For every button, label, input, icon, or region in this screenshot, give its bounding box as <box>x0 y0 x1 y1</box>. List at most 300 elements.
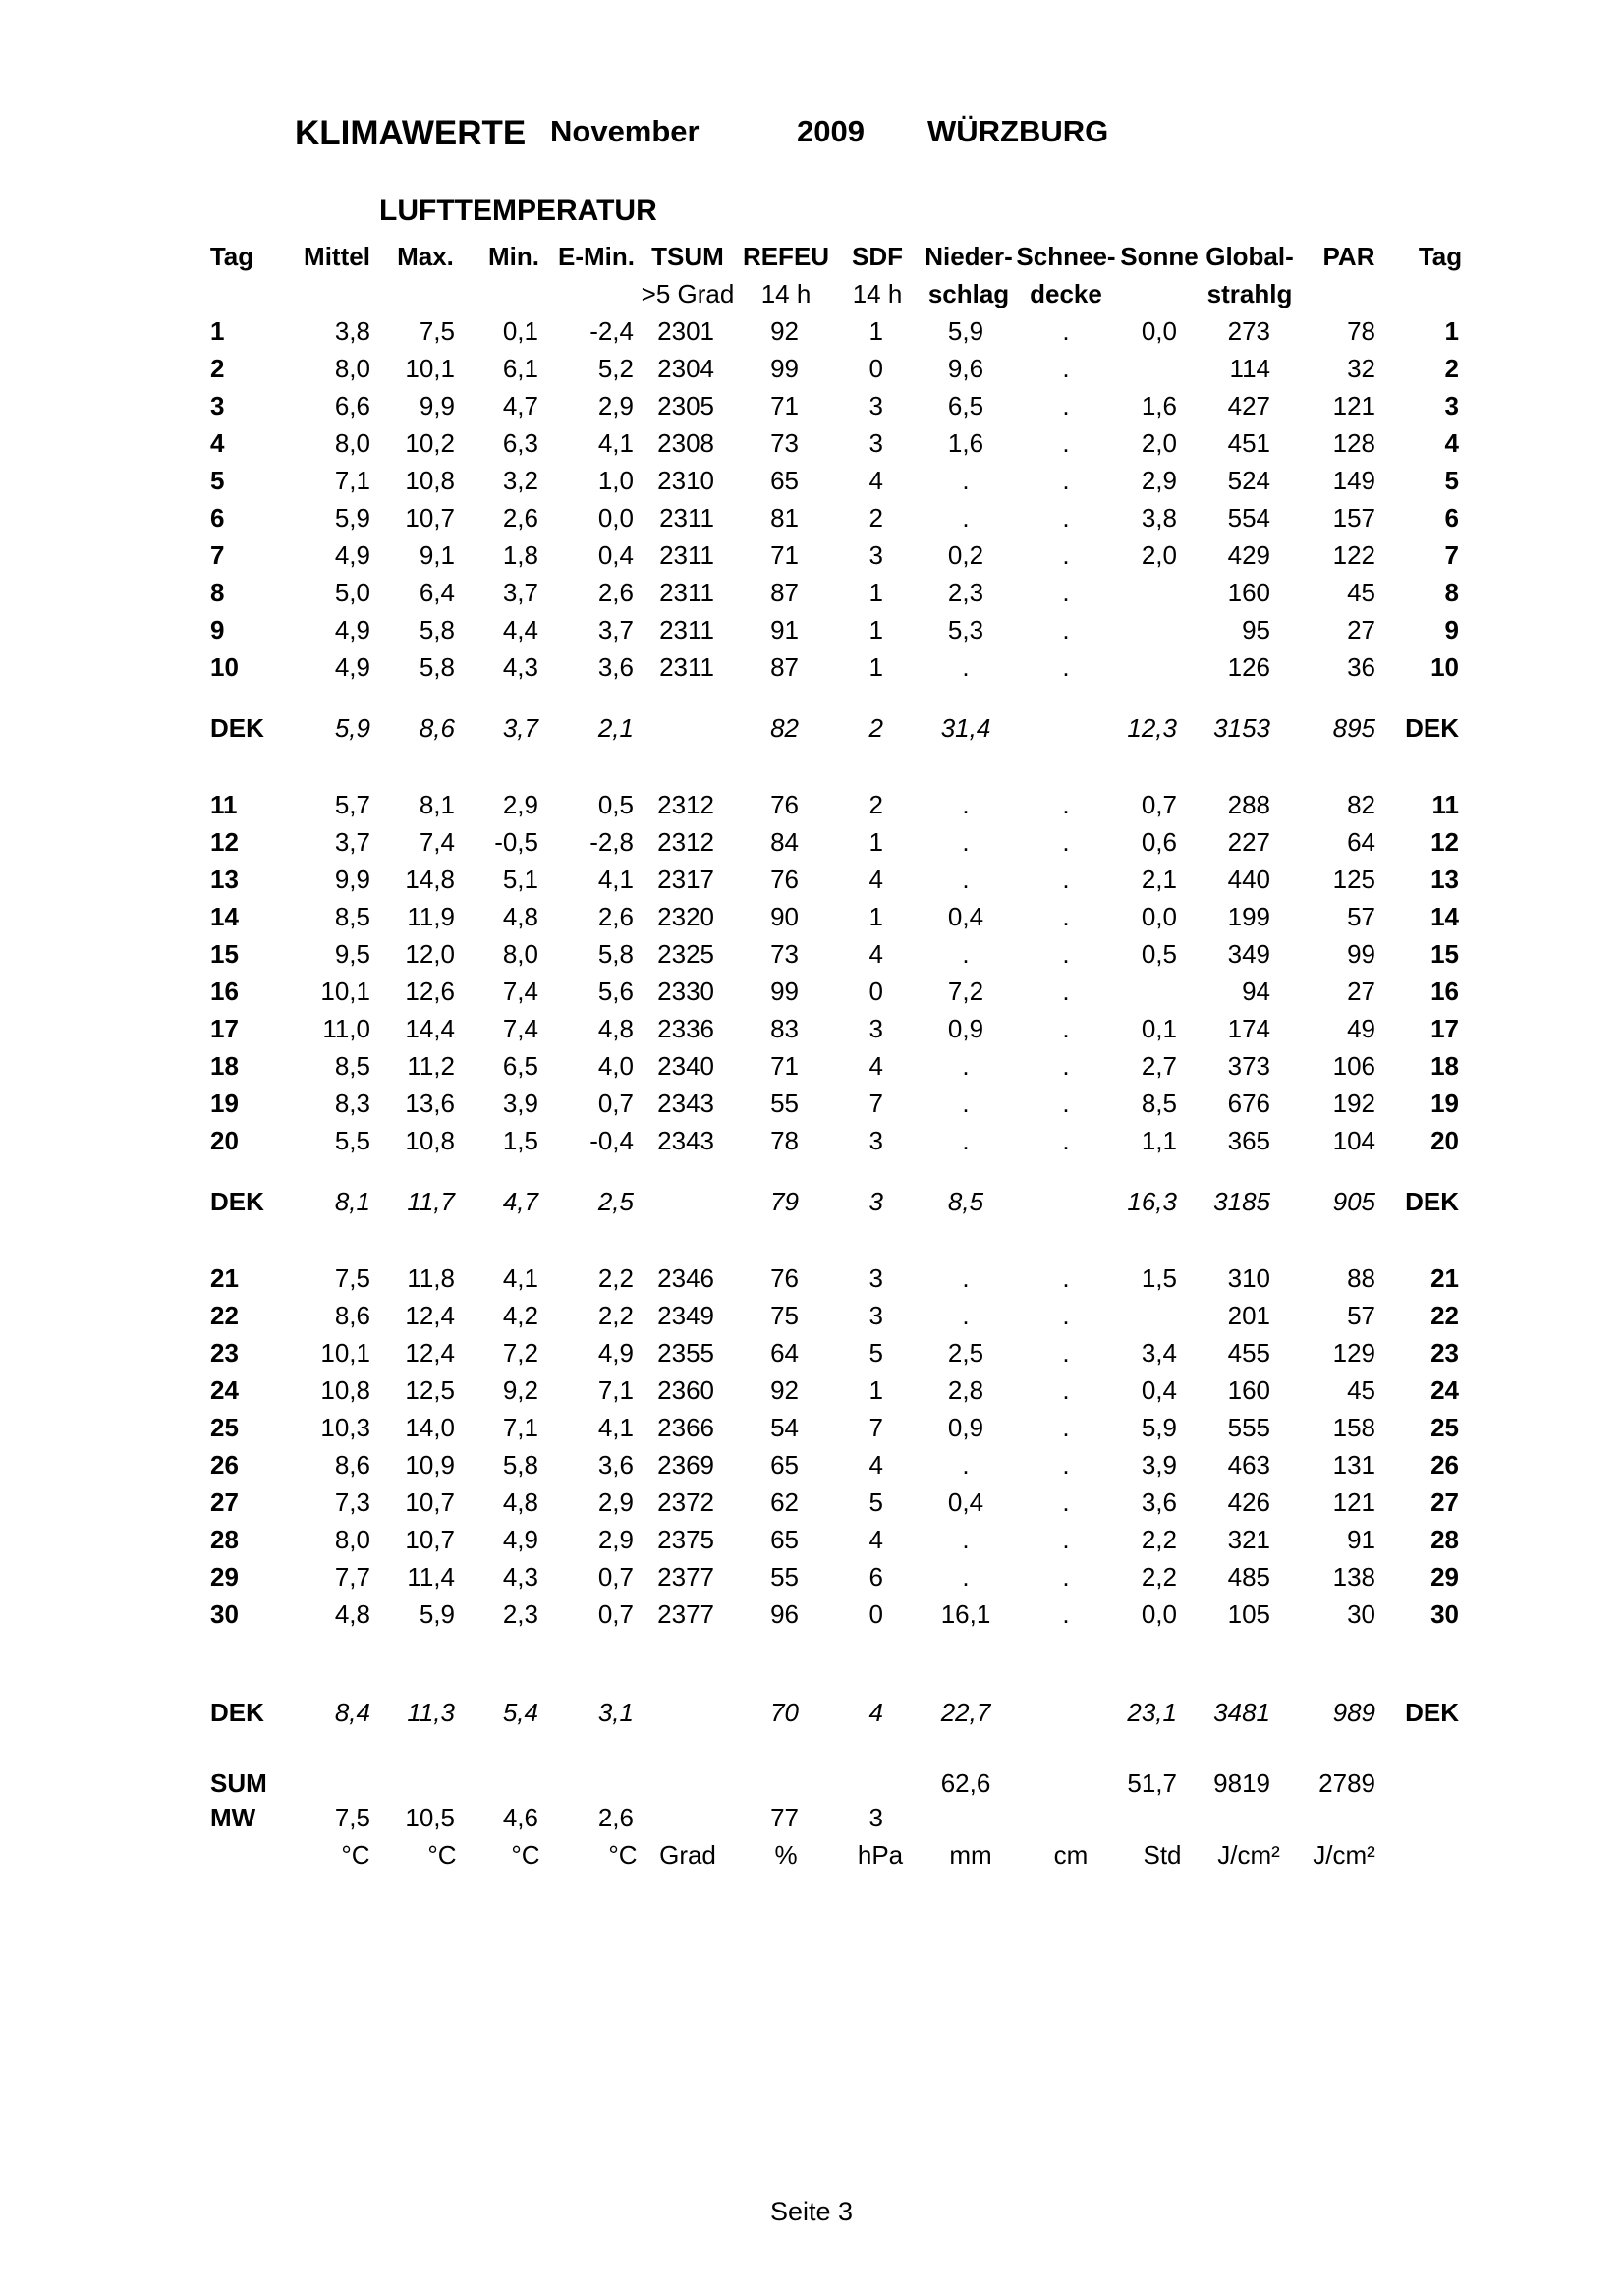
cell-mittel: 3,8 <box>334 316 370 346</box>
cell-tag-right: 25 <box>1430 1413 1459 1442</box>
cell-min: 4,9 <box>502 1525 538 1554</box>
cell-refeu: 78 <box>770 1126 799 1155</box>
cell-sonne: 2,7 <box>1141 1051 1177 1081</box>
cell-max: 11,2 <box>407 1051 455 1081</box>
table-row <box>0 354 1624 383</box>
cell-sonne: 3,6 <box>1141 1487 1177 1517</box>
column-header-row <box>0 242 1624 271</box>
cell-min: 3,2 <box>502 466 538 495</box>
table-row <box>0 578 1624 607</box>
cell-tag: 15 <box>210 939 239 969</box>
cell-refeu: 96 <box>770 1599 799 1629</box>
cell-sdf: 4 <box>868 1450 883 1480</box>
column-subheader-niederschlag: schlag <box>927 279 1010 308</box>
column-header-schneedecke: Schnee- <box>1016 242 1116 271</box>
mean-cell-tag: MW <box>210 1803 256 1832</box>
cell-sdf: 4 <box>868 466 883 495</box>
cell-sonne: 5,9 <box>1141 1413 1177 1442</box>
cell-tsum: 2308 <box>657 428 714 458</box>
cell-niederschlag: 1,6 <box>947 428 984 458</box>
cell-sdf: 1 <box>868 652 883 682</box>
cell-max: 5,8 <box>419 652 455 682</box>
cell-min: 8,0 <box>502 939 538 969</box>
cell-sonne: 0,1 <box>1141 1014 1177 1043</box>
cell-par: 138 <box>1332 1562 1375 1592</box>
cell-mittel: 8,0 <box>334 428 370 458</box>
cell-tag-right: 5 <box>1444 466 1459 495</box>
cell-sdf: 1 <box>868 902 883 931</box>
cell-sonne: 3,8 <box>1141 503 1177 532</box>
cell-niederschlag: 2,5 <box>947 1338 984 1368</box>
cell-min: 2,9 <box>502 790 538 819</box>
cell-niederschlag: 7,2 <box>947 977 984 1006</box>
title-month: November <box>550 114 700 148</box>
cell-par: 45 <box>1347 578 1375 607</box>
cell-niederschlag: 2,8 <box>947 1375 984 1405</box>
cell-niederschlag: 0,4 <box>947 1487 984 1517</box>
cell-par: 104 <box>1332 1126 1375 1155</box>
column-header-par: PAR <box>1322 242 1375 271</box>
cell-niederschlag: . <box>962 1301 970 1330</box>
cell-tag: 24 <box>210 1375 239 1405</box>
cell-tsum: 2311 <box>659 503 714 532</box>
cell-emin: -2,8 <box>589 827 634 857</box>
decade-cell-tag-right: DEK <box>1405 1187 1459 1216</box>
cell-globalstrahlung: 485 <box>1227 1562 1270 1592</box>
table-row <box>0 503 1624 532</box>
cell-min: 2,3 <box>502 1599 538 1629</box>
cell-tsum: 2377 <box>657 1599 714 1629</box>
cell-emin: 0,7 <box>597 1599 634 1629</box>
cell-par: 91 <box>1347 1525 1375 1554</box>
cell-sdf: 0 <box>868 354 883 383</box>
cell-tsum: 2343 <box>657 1126 714 1155</box>
cell-par: 27 <box>1347 615 1375 644</box>
cell-tsum: 2360 <box>657 1375 714 1405</box>
column-header-niederschlag: Nieder- <box>924 242 1013 271</box>
cell-globalstrahlung: 105 <box>1227 1599 1270 1629</box>
cell-min: 1,8 <box>502 540 538 570</box>
cell-sonne: 3,4 <box>1141 1338 1177 1368</box>
cell-emin: 5,6 <box>597 977 634 1006</box>
cell-schneedecke: . <box>1062 902 1070 931</box>
cell-globalstrahlung: 451 <box>1227 428 1270 458</box>
cell-min: 7,4 <box>502 977 538 1006</box>
cell-niederschlag: 0,4 <box>947 902 984 931</box>
cell-schneedecke: . <box>1062 503 1070 532</box>
column-header-row-2 <box>0 279 1624 308</box>
cell-par: 121 <box>1332 1487 1375 1517</box>
table-row <box>0 1263 1624 1293</box>
cell-par: 131 <box>1332 1450 1375 1480</box>
cell-sonne: 0,0 <box>1141 1599 1177 1629</box>
cell-globalstrahlung: 160 <box>1227 578 1270 607</box>
cell-sdf: 6 <box>868 1562 883 1592</box>
cell-tag: 12 <box>210 827 239 857</box>
decade-cell-tag: DEK <box>210 1698 264 1727</box>
cell-max: 12,5 <box>405 1375 455 1405</box>
cell-sdf: 3 <box>868 1126 883 1155</box>
cell-sonne: 8,5 <box>1141 1089 1177 1118</box>
cell-par: 82 <box>1347 790 1375 819</box>
sum-cell-tag: SUM <box>210 1768 267 1798</box>
cell-tsum: 2346 <box>657 1263 714 1293</box>
cell-tag-right: 2 <box>1444 354 1459 383</box>
cell-schneedecke: . <box>1062 1263 1070 1293</box>
cell-tsum: 2366 <box>657 1413 714 1442</box>
cell-globalstrahlung: 288 <box>1227 790 1270 819</box>
cell-max: 10,7 <box>405 1487 455 1517</box>
cell-sdf: 1 <box>868 615 883 644</box>
cell-sdf: 1 <box>868 827 883 857</box>
cell-niederschlag: 16,1 <box>940 1599 991 1629</box>
cell-sdf: 4 <box>868 865 883 894</box>
cell-min: 4,1 <box>502 1263 538 1293</box>
cell-globalstrahlung: 455 <box>1227 1338 1270 1368</box>
sum-cell-niederschlag: 62,6 <box>940 1768 991 1798</box>
mean-cell-max: 10,5 <box>405 1803 455 1832</box>
decade-cell-niederschlag: 8,5 <box>947 1187 984 1216</box>
cell-tag: 17 <box>210 1014 239 1043</box>
decade-cell-tag-right: DEK <box>1405 1698 1459 1727</box>
cell-sdf: 3 <box>868 1263 883 1293</box>
cell-niederschlag: 6,5 <box>947 391 984 420</box>
column-header-sdf: SDF <box>852 242 903 271</box>
cell-tag: 5 <box>210 466 225 495</box>
cell-min: 4,3 <box>502 1562 538 1592</box>
cell-niederschlag: 5,3 <box>947 615 984 644</box>
cell-tag-right: 20 <box>1430 1126 1459 1155</box>
cell-sonne: 3,9 <box>1141 1450 1177 1480</box>
cell-tag: 4 <box>210 428 225 458</box>
cell-max: 11,4 <box>407 1562 455 1592</box>
cell-mittel: 8,5 <box>334 1051 370 1081</box>
cell-mittel: 8,6 <box>334 1450 370 1480</box>
cell-niederschlag: 5,9 <box>947 316 984 346</box>
unit-globalstrahlung: J/cm² <box>1217 1840 1280 1870</box>
cell-refeu: 76 <box>770 1263 799 1293</box>
cell-min: 4,2 <box>502 1301 538 1330</box>
unit-refeu: % <box>774 1840 798 1870</box>
cell-schneedecke: . <box>1062 391 1070 420</box>
cell-sonne: 2,2 <box>1141 1525 1177 1554</box>
cell-emin: 2,9 <box>597 1525 634 1554</box>
cell-max: 12,0 <box>405 939 455 969</box>
cell-tag: 19 <box>210 1089 239 1118</box>
cell-tag: 23 <box>210 1338 239 1368</box>
cell-schneedecke: . <box>1062 1126 1070 1155</box>
cell-tag: 20 <box>210 1126 239 1155</box>
cell-tag-right: 10 <box>1430 652 1459 682</box>
decade-cell-par: 905 <box>1332 1187 1375 1216</box>
cell-globalstrahlung: 321 <box>1227 1525 1270 1554</box>
cell-globalstrahlung: 463 <box>1227 1450 1270 1480</box>
cell-globalstrahlung: 365 <box>1227 1126 1270 1155</box>
cell-schneedecke: . <box>1062 790 1070 819</box>
cell-niederschlag: . <box>962 939 970 969</box>
cell-tag: 25 <box>210 1413 239 1442</box>
cell-sdf: 5 <box>868 1338 883 1368</box>
cell-par: 125 <box>1332 865 1375 894</box>
cell-tag-right: 7 <box>1444 540 1459 570</box>
cell-globalstrahlung: 310 <box>1227 1263 1270 1293</box>
cell-tag: 18 <box>210 1051 239 1081</box>
cell-schneedecke: . <box>1062 1375 1070 1405</box>
cell-sonne: 1,1 <box>1141 1126 1177 1155</box>
cell-sdf: 2 <box>868 503 883 532</box>
cell-min: 9,2 <box>502 1375 538 1405</box>
cell-refeu: 99 <box>770 354 799 383</box>
cell-refeu: 81 <box>770 503 799 532</box>
mean-cell-min: 4,6 <box>502 1803 538 1832</box>
cell-tag: 8 <box>210 578 225 607</box>
unit-emin: °C <box>608 1840 638 1870</box>
cell-par: 64 <box>1347 827 1375 857</box>
cell-par: 49 <box>1347 1014 1375 1043</box>
decade-cell-tag: DEK <box>210 1187 264 1216</box>
table-row <box>0 827 1624 857</box>
decade-cell-max: 11,7 <box>407 1187 455 1216</box>
cell-sdf: 7 <box>868 1413 883 1442</box>
cell-max: 5,9 <box>419 1599 455 1629</box>
cell-emin: 1,0 <box>597 466 634 495</box>
cell-refeu: 76 <box>770 790 799 819</box>
cell-tsum: 2375 <box>657 1525 714 1554</box>
cell-tag-right: 1 <box>1444 316 1459 346</box>
page-number: Seite 3 <box>769 2197 854 2226</box>
cell-emin: -2,4 <box>589 316 634 346</box>
cell-schneedecke: . <box>1062 354 1070 383</box>
decade-cell-refeu: 82 <box>770 713 799 743</box>
mean-cell-mittel: 7,5 <box>334 1803 370 1832</box>
cell-sdf: 7 <box>868 1089 883 1118</box>
table-row <box>0 1599 1624 1629</box>
column-header-tag-right: Tag <box>1418 242 1463 271</box>
cell-tsum: 2369 <box>657 1450 714 1480</box>
table-row <box>0 1338 1624 1368</box>
sum-cell-par: 2789 <box>1318 1768 1375 1798</box>
cell-tag-right: 9 <box>1444 615 1459 644</box>
cell-refeu: 54 <box>770 1413 799 1442</box>
cell-schneedecke: . <box>1062 652 1070 682</box>
cell-tag: 1 <box>210 316 225 346</box>
cell-niederschlag: . <box>962 865 970 894</box>
cell-emin: 2,9 <box>597 391 634 420</box>
column-header-sonne: Sonne <box>1120 242 1199 271</box>
cell-min: -0,5 <box>494 827 538 857</box>
cell-max: 10,1 <box>405 354 455 383</box>
decade-cell-emin: 2,5 <box>597 1187 634 1216</box>
cell-tag: 27 <box>210 1487 239 1517</box>
cell-mittel: 4,9 <box>334 540 370 570</box>
cell-sonne: 1,5 <box>1141 1263 1177 1293</box>
cell-emin: 3,6 <box>597 1450 634 1480</box>
cell-refeu: 99 <box>770 977 799 1006</box>
cell-refeu: 71 <box>770 391 799 420</box>
cell-niederschlag: 0,9 <box>947 1014 984 1043</box>
cell-sonne: 0,5 <box>1141 939 1177 969</box>
cell-refeu: 87 <box>770 578 799 607</box>
cell-tsum: 2311 <box>659 652 714 682</box>
cell-niederschlag: 0,9 <box>947 1413 984 1442</box>
cell-par: 122 <box>1332 540 1375 570</box>
decade-cell-emin: 2,1 <box>597 713 634 743</box>
cell-tsum: 2312 <box>657 827 714 857</box>
cell-refeu: 73 <box>770 428 799 458</box>
cell-mittel: 4,9 <box>334 615 370 644</box>
decade-cell-min: 3,7 <box>502 713 538 743</box>
cell-sonne: 1,6 <box>1141 391 1177 420</box>
unit-sonne: Std <box>1143 1840 1182 1870</box>
title-label: KLIMAWERTE <box>295 114 527 152</box>
cell-tag-right: 21 <box>1430 1263 1459 1293</box>
cell-min: 3,7 <box>502 578 538 607</box>
cell-sonne: 2,0 <box>1141 540 1177 570</box>
cell-tag: 7 <box>210 540 225 570</box>
cell-sdf: 3 <box>868 391 883 420</box>
cell-schneedecke: . <box>1062 540 1070 570</box>
cell-max: 12,4 <box>405 1338 455 1368</box>
cell-mittel: 11,0 <box>322 1014 370 1043</box>
cell-emin: 0,4 <box>597 540 634 570</box>
cell-mittel: 3,7 <box>334 827 370 857</box>
cell-schneedecke: . <box>1062 316 1070 346</box>
cell-sonne: 2,0 <box>1141 428 1177 458</box>
cell-niederschlag: . <box>962 827 970 857</box>
cell-min: 4,8 <box>502 902 538 931</box>
cell-tag-right: 3 <box>1444 391 1459 420</box>
cell-mittel: 10,3 <box>320 1413 370 1442</box>
cell-min: 7,4 <box>502 1014 538 1043</box>
cell-max: 12,4 <box>405 1301 455 1330</box>
cell-tsum: 2310 <box>657 466 714 495</box>
cell-max: 11,9 <box>407 902 455 931</box>
table-row <box>0 1450 1624 1480</box>
cell-min: 6,5 <box>502 1051 538 1081</box>
cell-tag-right: 30 <box>1430 1599 1459 1629</box>
cell-emin: 7,1 <box>597 1375 634 1405</box>
cell-refeu: 73 <box>770 939 799 969</box>
cell-emin: 2,2 <box>597 1301 634 1330</box>
cell-tag: 13 <box>210 865 239 894</box>
decade-cell-sonne: 16,3 <box>1127 1187 1177 1216</box>
cell-refeu: 71 <box>770 540 799 570</box>
cell-refeu: 76 <box>770 865 799 894</box>
cell-schneedecke: . <box>1062 615 1070 644</box>
table-row <box>0 865 1624 894</box>
cell-tsum: 2343 <box>657 1089 714 1118</box>
cell-emin: 4,0 <box>597 1051 634 1081</box>
cell-sdf: 3 <box>868 1301 883 1330</box>
cell-schneedecke: . <box>1062 1301 1070 1330</box>
cell-globalstrahlung: 373 <box>1227 1051 1270 1081</box>
column-header-refeu: REFEU <box>742 242 830 271</box>
cell-mittel: 10,8 <box>320 1375 370 1405</box>
table-row <box>0 615 1624 644</box>
cell-globalstrahlung: 427 <box>1227 391 1270 420</box>
decade-cell-mittel: 5,9 <box>334 713 370 743</box>
cell-schneedecke: . <box>1062 977 1070 1006</box>
cell-tag: 9 <box>210 615 225 644</box>
cell-tag-right: 8 <box>1444 578 1459 607</box>
cell-tag: 26 <box>210 1450 239 1480</box>
cell-tag-right: 22 <box>1430 1301 1459 1330</box>
decade-cell-niederschlag: 22,7 <box>940 1698 991 1727</box>
decade-cell-globalstrahlung: 3481 <box>1213 1698 1270 1727</box>
cell-emin: 2,2 <box>597 1263 634 1293</box>
cell-tag-right: 11 <box>1431 790 1459 819</box>
cell-globalstrahlung: 199 <box>1227 902 1270 931</box>
cell-min: 5,1 <box>502 865 538 894</box>
cell-tag: 30 <box>210 1599 239 1629</box>
cell-schneedecke: . <box>1062 1413 1070 1442</box>
section-title: LUFTTEMPERATUR <box>379 195 657 227</box>
cell-tag-right: 27 <box>1430 1487 1459 1517</box>
cell-tsum: 2349 <box>657 1301 714 1330</box>
sum-cell-globalstrahlung: 9819 <box>1213 1768 1270 1798</box>
decade-cell-min: 4,7 <box>502 1187 538 1216</box>
cell-tag: 28 <box>210 1525 239 1554</box>
cell-schneedecke: . <box>1062 1599 1070 1629</box>
decade-cell-mittel: 8,1 <box>334 1187 370 1216</box>
column-subheader-schneedecke: decke <box>1030 279 1102 308</box>
decade-cell-tag-right: DEK <box>1405 713 1459 743</box>
cell-min: 7,1 <box>502 1413 538 1442</box>
cell-tag: 11 <box>210 790 238 819</box>
cell-emin: 0,5 <box>597 790 634 819</box>
unit-niederschlag: mm <box>949 1840 992 1870</box>
cell-par: 78 <box>1347 316 1375 346</box>
cell-niederschlag: . <box>962 1051 970 1081</box>
cell-par: 27 <box>1347 977 1375 1006</box>
cell-tag-right: 14 <box>1430 902 1459 931</box>
cell-tsum: 2325 <box>657 939 714 969</box>
cell-sdf: 0 <box>868 1599 883 1629</box>
cell-globalstrahlung: 426 <box>1227 1487 1270 1517</box>
cell-refeu: 90 <box>770 902 799 931</box>
cell-par: 106 <box>1332 1051 1375 1081</box>
cell-par: 88 <box>1347 1263 1375 1293</box>
cell-emin: 4,1 <box>597 1413 634 1442</box>
cell-niederschlag: 0,2 <box>947 540 984 570</box>
cell-refeu: 62 <box>770 1487 799 1517</box>
cell-mittel: 9,5 <box>334 939 370 969</box>
column-subheader-tsum: >5 Grad <box>641 279 735 308</box>
cell-emin: 3,7 <box>597 615 634 644</box>
table-row <box>0 1562 1624 1592</box>
cell-tag: 10 <box>210 652 239 682</box>
cell-emin: 2,6 <box>597 578 634 607</box>
cell-max: 5,8 <box>419 615 455 644</box>
cell-tag: 29 <box>210 1562 239 1592</box>
cell-sdf: 0 <box>868 977 883 1006</box>
table-row <box>0 1089 1624 1118</box>
cell-niederschlag: . <box>962 652 970 682</box>
cell-refeu: 64 <box>770 1338 799 1368</box>
table-row <box>0 391 1624 420</box>
cell-sonne: 0,0 <box>1141 902 1177 931</box>
cell-tsum: 2311 <box>659 578 714 607</box>
table-row <box>0 1487 1624 1517</box>
cell-par: 149 <box>1332 466 1375 495</box>
decade-summary-row <box>0 1698 1624 1727</box>
cell-par: 57 <box>1347 1301 1375 1330</box>
sum-cell-sonne: 51,7 <box>1127 1768 1177 1798</box>
cell-tag-right: 23 <box>1430 1338 1459 1368</box>
table-row <box>0 977 1624 1006</box>
cell-max: 14,4 <box>405 1014 455 1043</box>
cell-tsum: 2311 <box>659 615 714 644</box>
